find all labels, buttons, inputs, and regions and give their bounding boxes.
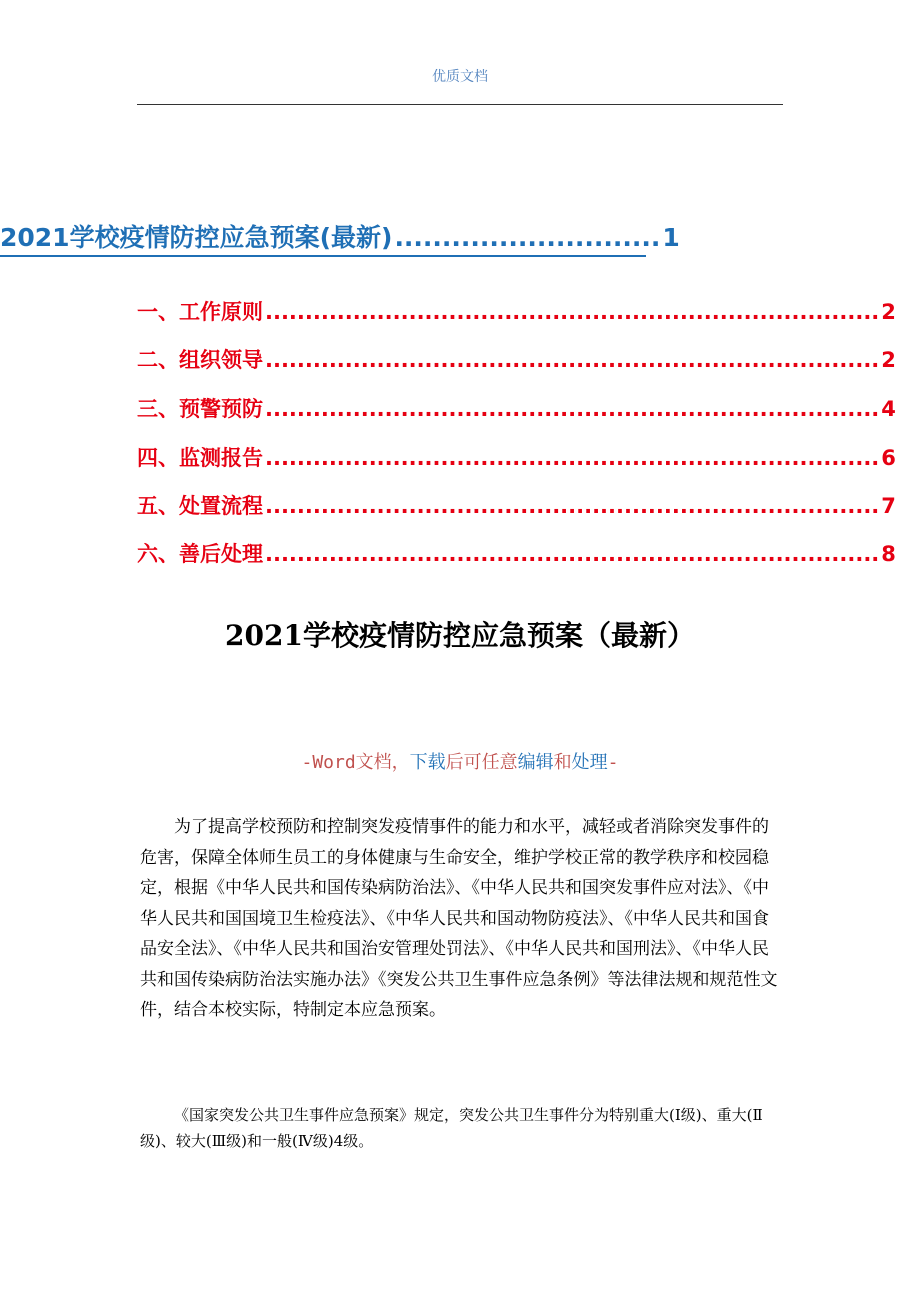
toc-entry-6[interactable] [137,538,896,568]
toc-page-number: 2 [881,300,896,324]
toc-entry-label: 五、处置流程 [137,494,263,518]
document-title: 2021学校疫情防控应急预案（最新） [225,619,695,652]
toc-leader-dots: ............................................................................. [265,300,880,324]
note-text: - [607,752,619,773]
toc-entry-5[interactable] [137,490,896,520]
toc-leader-dots: ............................................................................. [265,542,880,566]
header-divider [137,104,783,105]
toc-leader-dots: ............................................................................. [265,348,880,372]
toc-entry-label: 三、预警预防 [137,397,263,421]
toc-page-number: 4 [881,397,896,421]
toc-entry-main[interactable] [0,218,680,257]
note-text: -Word文档， [301,752,410,773]
note-text: 后可任意 [445,752,518,773]
body-paragraph-levels: 《国家突发公共卫生事件应急预案》规定，突发公共卫生事件分为特别重大(Ⅰ级)、重大(Ⅱ级)、较大(Ⅲ级)和一般(Ⅳ级)4级。 [140,1106,763,1150]
toc-page-number: 2 [881,348,896,372]
toc-leader-dots: ............................ [394,223,661,252]
toc-page-number: 7 [881,494,896,518]
toc-page-number: 1 [662,223,680,252]
note-text: 和 [553,752,572,773]
toc-entry-label: 六、善后处理 [137,542,263,566]
toc-leader-dots: ............................................................................. [265,494,880,518]
body-paragraph-intro: 为了提高学校预防和控制突发疫情事件的能力和水平，减轻或者消除突发事件的危害，保障全体师生员工的身体健康与生命安全，维护学校正常的教学秩序和校园稳定，根据《中华人民共和国传染病防治法》、《中华人民共和国突发事件应对法》、《中华人民共和国国境卫生检疫法》、《中华人民共和国动物防疫法》、《中华人民共和国食品安全法》、《中华人民共和国治安管理处罚法》、《中华人民共和国刑法》、《中华人民共和国传染病防治法实施办法》《突发公共卫生事件应急条例》等法律法规和规范性文件，结合本校实际，特制定本应急预案。 [140,817,778,1020]
note-text: 处理 [571,752,608,773]
toc-entry-2[interactable] [137,344,896,374]
toc-leader-dots: ............................................................................. [265,397,880,421]
toc-entry-1[interactable] [137,296,896,326]
toc-entry-label: 一、工作原则 [137,300,263,324]
note-text: 下载 [409,752,446,773]
word-document-note [0,748,920,774]
toc-entry-label: 二、组织领导 [137,348,263,372]
toc-page-number: 8 [881,542,896,566]
toc-entry-4[interactable] [137,442,896,472]
note-text: 编辑 [517,752,554,773]
toc-entry-label: 四、监测报告 [137,446,263,470]
toc-entry-label: 2021学校疫情防控应急预案(最新) [0,223,393,252]
toc-page-number: 6 [881,446,896,470]
toc-leader-dots: ............................................................................. [265,446,880,470]
page-header: 优质文档 [432,69,488,85]
toc-entry-3[interactable] [137,393,896,423]
